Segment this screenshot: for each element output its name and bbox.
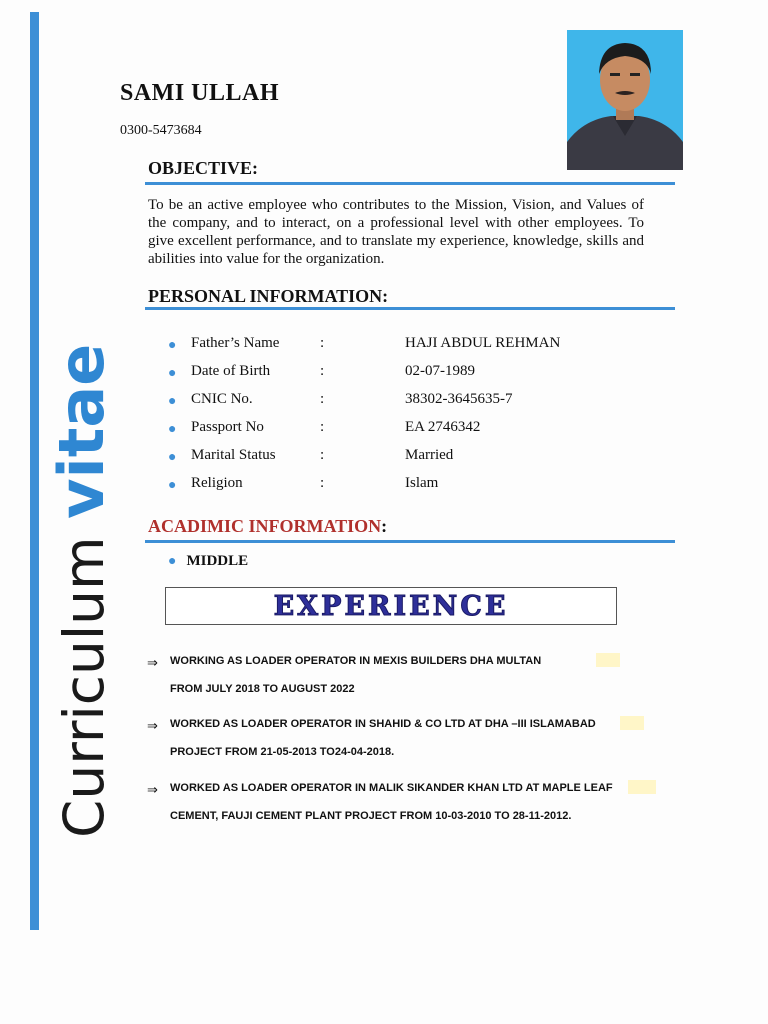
info-value: EA 2746342	[405, 419, 481, 435]
info-label: Father’s Name	[191, 335, 280, 351]
info-colon: :	[320, 447, 325, 463]
arrow-right-icon: ⇒	[147, 782, 158, 797]
arrow-right-icon: ⇒	[147, 718, 158, 733]
info-label: Date of Birth	[191, 363, 271, 379]
bullet-icon: ●	[168, 554, 177, 569]
academic-heading	[148, 516, 387, 537]
academic-item	[168, 553, 248, 570]
experience-line2: CEMENT, FAUJI CEMENT PLANT PROJECT FROM 10-03-2010 TO 28-11-2012.	[170, 810, 572, 822]
bullet-icon: ●	[168, 338, 177, 353]
side-title-part1: Curriculum	[52, 536, 116, 838]
personal-info-heading: PERSONAL INFORMATION:	[148, 286, 389, 306]
info-label: Marital Status	[191, 447, 276, 463]
curriculum-vitae-title	[45, 343, 118, 838]
experience-line2: FROM JULY 2018 TO AUGUST 2022	[170, 683, 355, 695]
person-portrait-icon	[567, 30, 683, 170]
info-colon: :	[320, 335, 325, 351]
info-colon: :	[320, 363, 325, 379]
info-colon: :	[320, 475, 325, 491]
objective-divider	[145, 182, 675, 185]
experience-line2: PROJECT FROM 21-05-2013 TO24-04-2018.	[170, 746, 395, 758]
side-accent-bar	[30, 12, 39, 930]
experience-line1: WORKED AS LOADER OPERATOR IN MALIK SIKANDER KHAN LTD AT MAPLE LEAF	[170, 782, 613, 794]
phone-number: 0300-5473684	[120, 123, 202, 138]
info-colon: :	[320, 419, 325, 435]
highlight-mark	[596, 653, 620, 667]
info-value: Married	[405, 447, 454, 463]
info-value: 02-07-1989	[405, 363, 475, 379]
info-label: Religion	[191, 475, 243, 491]
academic-divider	[145, 540, 675, 543]
info-value: HAJI ABDUL REHMAN	[405, 335, 561, 351]
experience-line1: WORKING AS LOADER OPERATOR IN MEXIS BUILDERS DHA MULTAN	[170, 655, 542, 667]
experience-heading: EXPERIENCE	[273, 590, 509, 622]
objective-text: To be an active employee who contributes to the Mission, Vision, and Values of the company, and to interact, on a professional level with other employees. To give excellent performance, and to translate my experience, knowledge, skills and abilities into value for the organization.	[148, 197, 644, 267]
highlight-mark	[628, 780, 656, 794]
side-title-part2: vitae	[45, 343, 118, 519]
bullet-icon: ●	[168, 394, 177, 409]
info-colon: :	[320, 391, 325, 407]
experience-line1: WORKED AS LOADER OPERATOR IN SHAHID & CO LTD AT DHA –III ISLAMABAD	[170, 718, 596, 730]
profile-photo	[567, 30, 683, 170]
info-value: 38302-3645635-7	[405, 391, 513, 407]
objective-heading: OBJECTIVE:	[148, 158, 259, 178]
info-label: CNIC No.	[191, 391, 253, 407]
arrow-right-icon: ⇒	[147, 655, 158, 670]
experience-banner	[165, 587, 617, 625]
info-value: Islam	[405, 475, 439, 491]
bullet-icon: ●	[168, 366, 177, 381]
academic-heading-colon: :	[381, 516, 388, 536]
personal-info-divider	[145, 307, 675, 310]
bullet-icon: ●	[168, 450, 177, 465]
bullet-icon: ●	[168, 478, 177, 493]
academic-item-label: MIDDLE	[186, 553, 249, 569]
academic-heading-text: ACADIMIC INFORMATION	[148, 516, 382, 536]
highlight-mark	[620, 716, 644, 730]
candidate-name: SAMI ULLAH	[120, 80, 280, 106]
info-label: Passport No	[191, 419, 264, 435]
bullet-icon: ●	[168, 422, 177, 437]
